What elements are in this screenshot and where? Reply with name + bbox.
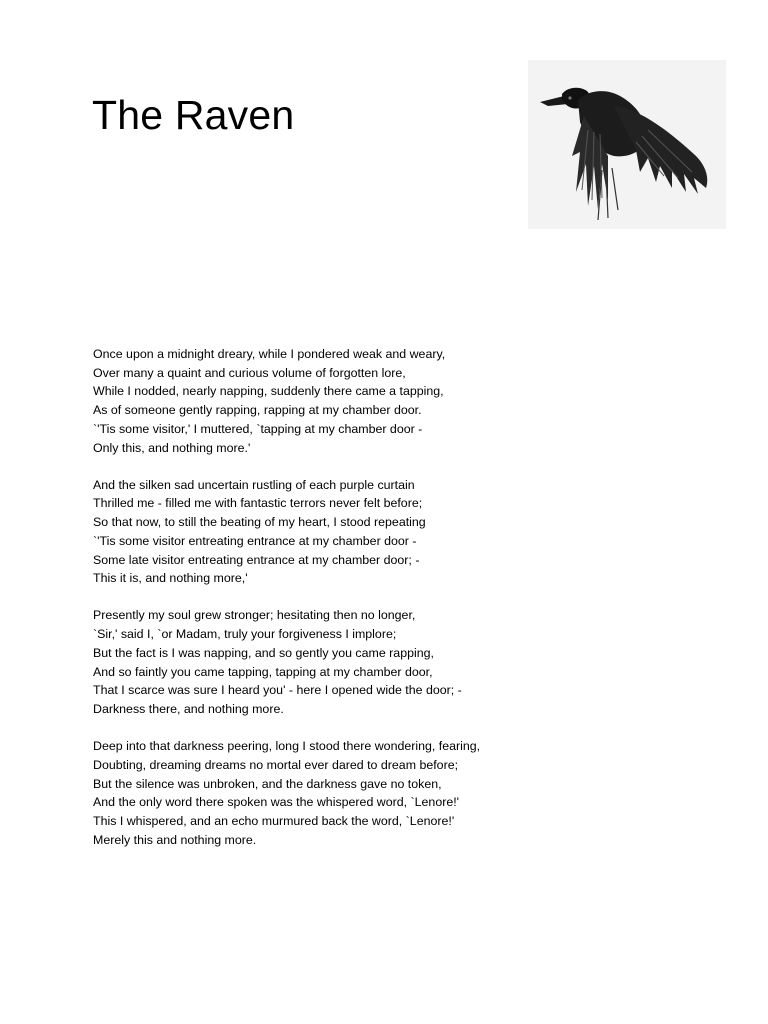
- poem-line: Only this, and nothing more.': [93, 440, 251, 455]
- poem-line: So that now, to still the beating of my heart, I stood repeating: [93, 515, 426, 530]
- stanza-4: [93, 737, 573, 849]
- page-title: The Raven: [92, 92, 295, 138]
- poem-line: Some late visitor entreating entrance at my chamber door; -: [93, 552, 420, 567]
- poem-line: That I scarce was sure I heard you' - here I opened wide the door; -: [93, 683, 462, 698]
- poem-line: Thrilled me - filled me with fantastic terrors never felt before;: [93, 496, 423, 511]
- poem-line: As of someone gently rapping, rapping at my chamber door.: [93, 403, 422, 418]
- poem-line: And the only word there spoken was the whispered word, `Lenore!': [93, 795, 460, 810]
- stanza-1: [93, 345, 573, 457]
- poem-line: But the silence was unbroken, and the darkness gave no token,: [93, 776, 442, 791]
- poem-line: This I whispered, and an echo murmured back the word, `Lenore!': [93, 813, 455, 828]
- poem-line: `'Tis some visitor entreating entrance at my chamber door -: [93, 533, 417, 548]
- poem-line: `Sir,' said I, `or Madam, truly your forgiveness I implore;: [93, 627, 397, 642]
- poem-line: But the fact is I was napping, and so gently you came rapping,: [93, 645, 434, 660]
- poem-line: Over many a quaint and curious volume of forgotten lore,: [93, 365, 406, 380]
- poem-line: And so faintly you came tapping, tapping at my chamber door,: [93, 664, 433, 679]
- poem-line: Merely this and nothing more.: [93, 832, 257, 847]
- poem-body: [93, 345, 573, 868]
- poem-line: Once upon a midnight dreary, while I pondered weak and weary,: [93, 347, 446, 361]
- poem-line: Darkness there, and nothing more.: [93, 701, 284, 716]
- poem-line: Doubting, dreaming dreams no mortal ever dared to dream before;: [93, 757, 459, 772]
- poem-line: `'Tis some visitor,' I muttered, `tapping at my chamber door -: [93, 421, 423, 436]
- stanza-2: [93, 476, 573, 588]
- poem-line: Presently my soul grew stronger; hesitating then no longer,: [93, 608, 416, 623]
- stanza-3: [93, 606, 573, 718]
- poem-line: Deep into that darkness peering, long I stood there wondering, fearing,: [93, 739, 481, 754]
- raven-icon: [528, 60, 726, 229]
- poem-line: This it is, and nothing more,': [93, 571, 248, 586]
- poem-line: And the silken sad uncertain rustling of each purple curtain: [93, 477, 415, 492]
- poem-line: While I nodded, nearly napping, suddenly there came a tapping,: [93, 384, 444, 399]
- raven-illustration: [528, 60, 726, 229]
